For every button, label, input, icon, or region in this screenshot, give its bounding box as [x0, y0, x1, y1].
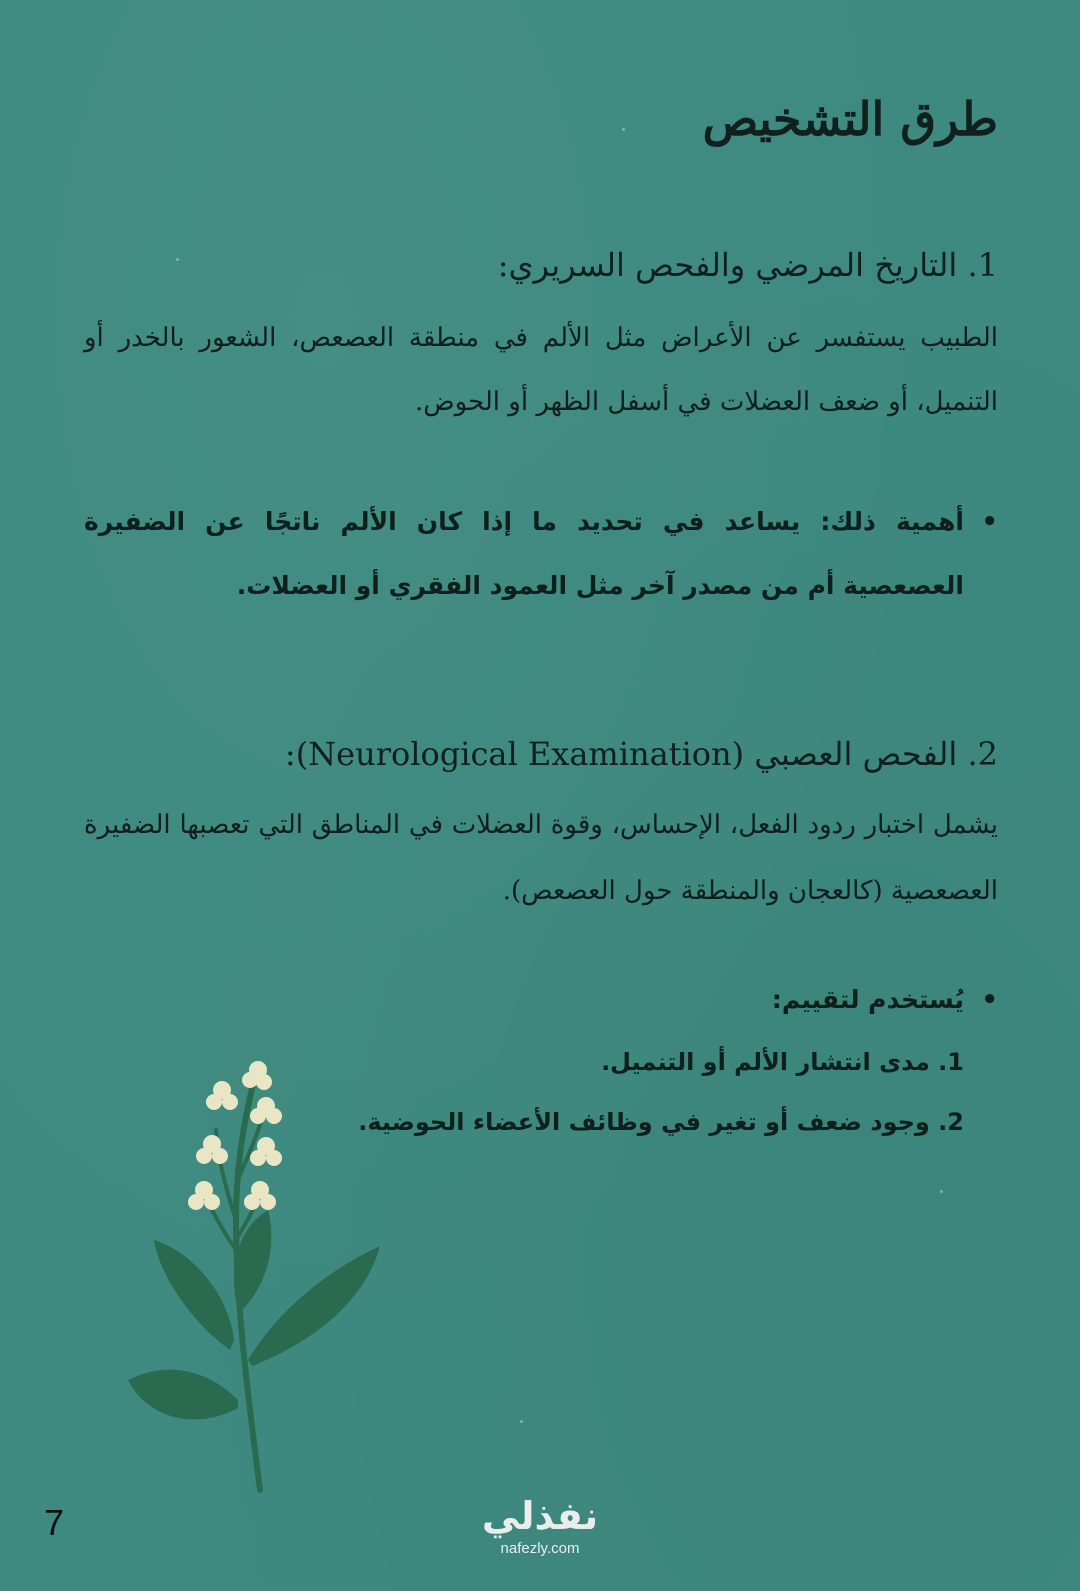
brand-logo: [470, 1494, 610, 1557]
section-2-bullet: [772, 985, 998, 1014]
sub-item-2: 2. وجود ضعف أو تغير في وظائف الأعضاء الحوضية.: [358, 1108, 964, 1136]
section-2-paragraph: يشمل اختبار ردود الفعل، الإحساس، وقوة العضلات في المناطق التي تعصبها الضفيرة العصعصية (كالعجان والمنطقة حول العصعص).: [84, 810, 998, 906]
section-2-bullet-text: يُستخدم لتقييم:: [771, 985, 964, 1014]
page-title: طرق التشخيص: [702, 92, 998, 146]
logo-arabic-text: نفذلي: [481, 1494, 599, 1538]
section-1-bullet-text: أهمية ذلك: يساعد في تحديد ما إذا كان الألم ناتجًا عن الضفيرة العصعصية أم من مصدر آخر مثل العمود الفقري أو العضلات.: [84, 507, 964, 600]
logo-url: nafezly.com: [500, 1540, 580, 1557]
section-2-heading: 2. الفحص العصبي (Neurological Examination):: [284, 735, 998, 773]
section-1-heading: 1. التاريخ المرضي والفحص السريري:: [497, 246, 998, 284]
bullet-icon: •: [981, 507, 998, 537]
bullet-icon: •: [981, 985, 998, 1015]
page-number: 7: [44, 1502, 65, 1543]
section-1-paragraph: الطبيب يستفسر عن الأعراض مثل الألم في منطقة العصعص، الشعور بالخدر أو التنميل، أو ضعف العضلات في أسفل الظهر أو الحوض.: [84, 323, 998, 417]
flower-illustration: [118, 1050, 398, 1500]
section-1-bullet: [84, 490, 998, 618]
leaves: [128, 1210, 380, 1419]
sub-item-1: 1. مدى انتشار الألم أو التنميل.: [601, 1048, 964, 1076]
